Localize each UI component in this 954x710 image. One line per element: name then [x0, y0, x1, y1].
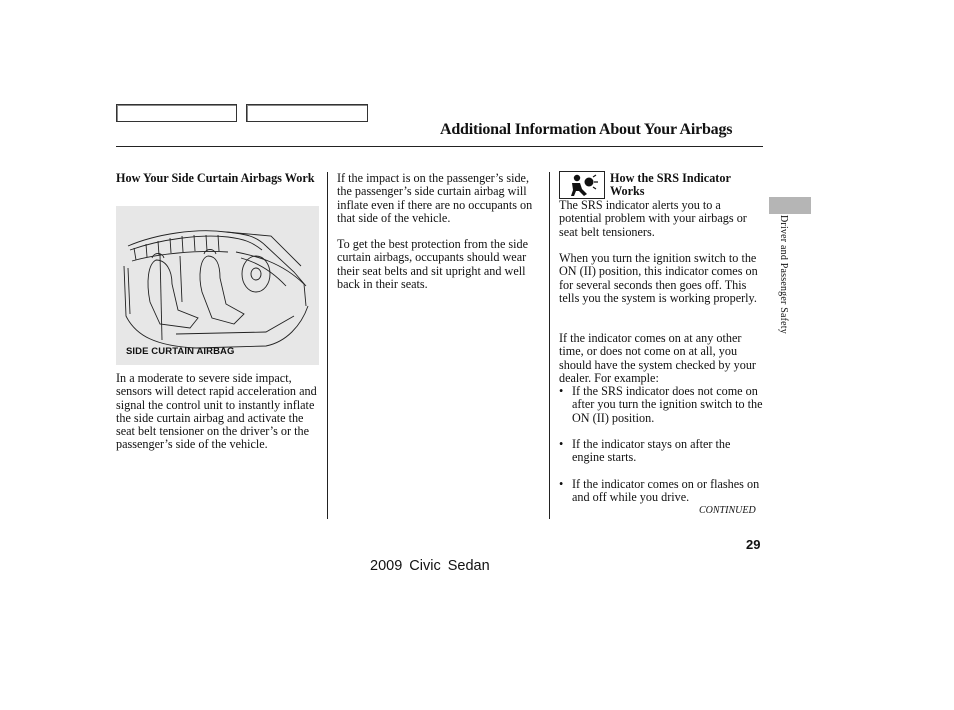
continued-label: CONTINUED: [699, 505, 756, 516]
section-tab-label: Driver and Passenger Safety: [778, 215, 789, 334]
side-curtain-airbag-figure: [116, 206, 319, 365]
page-title: Additional Information About Your Airbags: [440, 121, 733, 138]
column-divider-1: [327, 172, 328, 519]
nav-box-left[interactable]: [116, 104, 237, 122]
srs-heading: How the SRS Indicator Works: [610, 171, 731, 198]
list-item: • If the indicator stays on after the engine starts.: [559, 437, 731, 465]
protection-paragraph: To get the best protection from the side curtain airbags, occupants should wear their seat belts and sit upright and well back in their seats.: [337, 237, 529, 291]
page-number: 29: [746, 537, 761, 552]
bullet-icon: •: [559, 477, 564, 491]
car-interior-illustration: [116, 206, 319, 365]
section-tab[interactable]: [769, 197, 811, 214]
nav-box-right[interactable]: [246, 104, 368, 122]
column-divider-2: [549, 172, 550, 519]
side-curtain-heading: How Your Side Curtain Airbags Work: [116, 171, 315, 185]
indicator-paragraph: If the indicator comes on at any other time, or does not come on at all, you should have the system checked by your dealer. For example:: [559, 331, 756, 385]
ignition-paragraph: When you turn the ignition switch to the ON (II) position, this indicator comes on for several seconds then goes off. This tells you the system is working properly.: [559, 251, 758, 305]
title-divider: [116, 146, 763, 147]
list-item: • If the indicator comes on or flashes on and off while you drive.: [559, 477, 760, 505]
bullet-icon: •: [559, 384, 564, 398]
side-curtain-paragraph: In a moderate to severe side impact, sensors will detect rapid acceleration and signal the control unit to instantly inflate the side curtain airbag and activate the seat belt tensioner on the driver’s or the passenger’s side of the vehicle.: [116, 371, 317, 452]
srs-indicator-icon: [559, 171, 605, 199]
footer-model: 2009 Civic Sedan: [370, 558, 490, 574]
bullet-icon: •: [559, 437, 564, 451]
srs-alert-paragraph: The SRS indicator alerts you to a potential problem with your airbags or seat belt tensioners.: [559, 198, 747, 239]
list-item: • If the SRS indicator does not come on after you turn the ignition switch to the ON (II) position.: [559, 384, 763, 425]
passenger-side-paragraph: If the impact is on the passenger’s side, the passenger’s side curtain airbag will inflate even if there are no occupants on that side of the vehicle.: [337, 171, 533, 225]
figure-label: SIDE CURTAIN AIRBAG: [126, 346, 235, 357]
